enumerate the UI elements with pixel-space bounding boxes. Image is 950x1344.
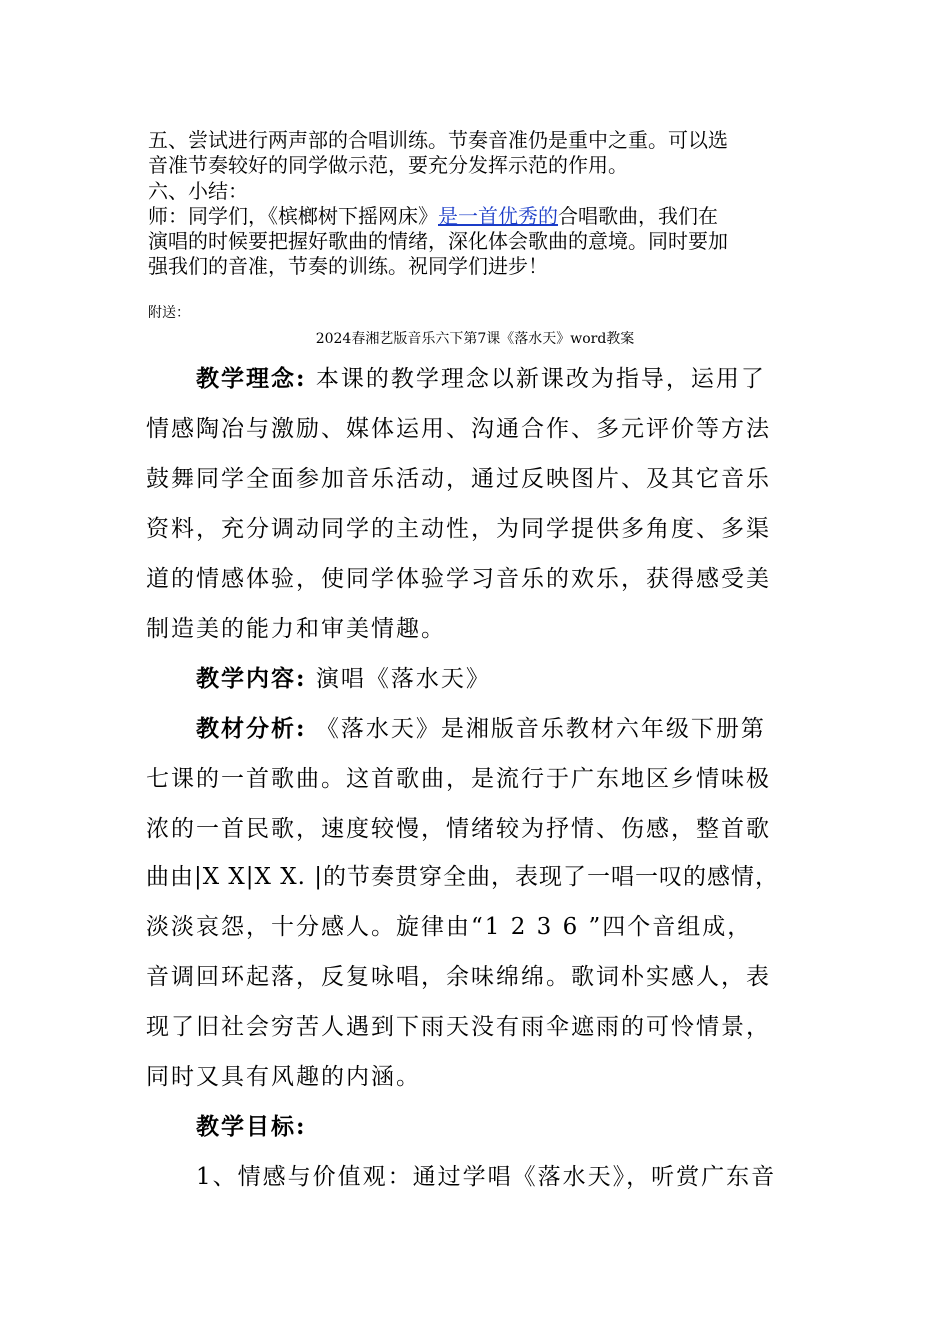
- analysis-line-2: 七课的一首歌曲。这首歌曲，是流行于广东地区乡情味极: [146, 766, 771, 792]
- content-label: 教学内容:: [196, 665, 307, 692]
- philosophy-line-2: 情感陶冶与激励、媒体运用、沟通合作、多元评价等方法: [146, 416, 771, 442]
- analysis-line-4: 曲由|X X|X X. |的节奏贯穿全曲，表现了一唱一叹的感情，: [146, 864, 779, 890]
- analysis-line-5: 淡淡哀怨，十分感人。旋律由“1 2 3 6 ”四个音组成，: [146, 914, 753, 940]
- lesson-title: 2024春湘艺版音乐六下第7课《落水天》word教案: [315, 331, 635, 347]
- philosophy-label: 教学理念:: [196, 365, 307, 392]
- philosophy-line-6: 制造美的能力和审美情趣。: [146, 616, 446, 642]
- summary-text-b: 合唱歌曲，我们在: [558, 204, 718, 228]
- goals-heading: 教学目标:: [196, 1113, 307, 1140]
- summary-line-3: 强我们的音准，节奏的训练。祝同学们进步！: [148, 254, 548, 278]
- section-five-line-1: 五、尝试进行两声部的合唱训练。节奏音准仍是重中之重。可以选: [148, 128, 728, 152]
- content-line: [196, 660, 491, 693]
- analysis-label: 教材分析:: [196, 715, 307, 742]
- goals-line-1: 1、情感与价值观：通过学唱《落水天》，听赏广东音: [196, 1164, 777, 1190]
- content-text: 演唱《落水天》: [315, 666, 491, 692]
- philosophy-line-1: [196, 360, 766, 393]
- philosophy-line-5: 道的情感体验，使同学体验学习音乐的欢乐，获得感受美: [146, 566, 771, 592]
- appendix-label: 附送：: [148, 305, 190, 321]
- analysis-line-3: 浓的一首民歌，速度较慢，情绪较为抒情、伤感，整首歌: [146, 816, 771, 842]
- summary-link[interactable]: 是一首优秀的: [438, 204, 558, 228]
- summary-line-2: 演唱的时候要把握好歌曲的情绪，深化体会歌曲的意境。同时要加: [148, 229, 728, 253]
- section-five-line-2: 音准节奏较好的同学做示范，要充分发挥示范的作用。: [148, 153, 628, 177]
- analysis-text-1: 《落水天》是湘版音乐教材六年级下册第: [315, 716, 766, 742]
- philosophy-line-4: 资料，充分调动同学的主动性，为同学提供多角度、多渠: [146, 516, 771, 542]
- analysis-line-6: 音调回环起落，反复咏唱，余味绵绵。歌词朴实感人，表: [146, 964, 771, 990]
- section-six-heading: 六、小结：: [148, 179, 248, 203]
- philosophy-line-3: 鼓舞同学全面参加音乐活动，通过反映图片、及其它音乐: [146, 466, 771, 492]
- analysis-line-8: 同时又具有风趣的内涵。: [146, 1064, 421, 1090]
- analysis-line-1: [196, 710, 766, 743]
- analysis-line-7: 现了旧社会穷苦人遇到下雨天没有雨伞遮雨的可怜情景，: [146, 1014, 771, 1040]
- philosophy-text-1: 本课的教学理念以新课改为指导，运用了: [315, 366, 766, 392]
- summary-text-a: 师：同学们，《槟榔树下摇网床》: [148, 204, 438, 228]
